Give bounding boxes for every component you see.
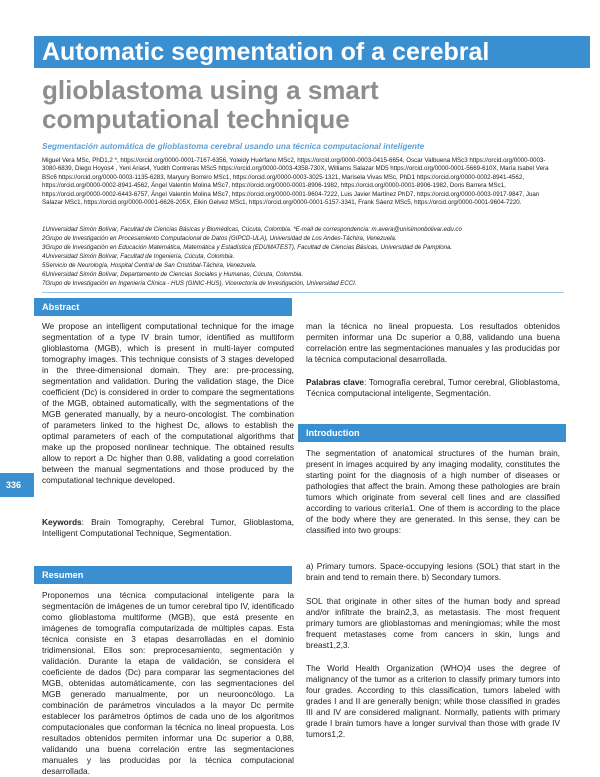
affiliations: [42, 225, 562, 288]
intro-paragraph-1: The segmentation of anatomical structures of the human brain, present in images acquired by any imaging modality, constitutes the starting point for the diagnosis of a high number of diseases or pathologies that affect the brain. Among these pathologies are brain tumors which originate from several cell lines and are classified according to various criteria1. One of them is according to the place of the body where they are generated. In this sense, they can be classified into two groups:: [306, 448, 560, 535]
resumen-heading-bar: [34, 566, 292, 584]
title-banner: [34, 36, 590, 68]
page-number: 336: [6, 480, 22, 490]
title-line-2: glioblastoma using a smart: [42, 75, 379, 105]
affiliation-5: 5Servicio de Neurología, Hospital Central de San Cristóbal-Táchira, Venezuela.: [42, 262, 257, 269]
affiliation-7: 7Grupo de Investigación en Ingeniería Clínica - HUS (GINIC-HUS), Vicerectoría de Investigación, Universidad ECCI.: [42, 280, 357, 287]
resumen-continued: [306, 321, 560, 365]
title-continued: [42, 76, 562, 134]
palabras-clave: [306, 377, 560, 399]
palabras-list: : Tomografía cerebral, Tumor cerebral, Glioblastoma, Técnica computacional inteligente, Segmentación.: [306, 377, 560, 398]
spanish-subtitle: Segmentación automática de glioblastoma cerebral usando una técnica computacional inteligente: [42, 142, 425, 151]
title-line-1: Automatic segmentation of a cerebral: [42, 38, 490, 66]
intro-heading: Introduction: [306, 428, 360, 438]
palabras-label: Palabras clave: [306, 377, 365, 387]
page-number-tab: [0, 473, 34, 497]
abstract-heading: Abstract: [42, 302, 80, 312]
resumen-end: man la técnica no lineal propuesta. Los resultados obtenidos permiten informar una Dc superior a 0,88, validando una buena correlación entre las segmentaciones manuales y las producidas por la técnica computacional desarrollada.: [306, 321, 560, 364]
abstract-heading-bar: [34, 298, 292, 316]
intro-paragraph-3: SOL that originate in other sites of the human body and spread and/or infiltrate the brain2,3, as metastasis. The most frequent primary tumors are glioblastomas and meningiomas; while the most frequent metastases come from cancers in skin, lungs and breast1,2,3.: [306, 596, 560, 650]
title-line-3: computational technique: [42, 104, 350, 134]
intro-heading-bar: [298, 424, 566, 442]
intro-paragraph-4: The World Health Organization (WHO)4 uses the degree of malignancy of the tumor as a criterion to classify primary tumors into four grades. According to this classification, tumors labeled with grades I and II are generally benign; while those classified in grades III and IV are considered malignant. Normally, patients with primary grade I brain tumors have a longer survival than those with grade IV tumors1,2.: [306, 663, 560, 739]
affiliation-2: 2Grupo de Investigación en Procesamiento Computacional de Datos (GIPCD-ULA), Universidad de Los Andes-Táchira, Venezuela.: [42, 235, 397, 242]
affiliation-6: 6Universidad Simón Bolívar, Departamento de Ciencias Sociales y Humanas, Cúcuta, Colombia.: [42, 271, 304, 278]
keywords-list: : Brain Tomography, Cerebral Tumor, Glioblastoma, Intelligent Computational Technique, Segmentation.: [42, 517, 294, 538]
affiliation-4: 4Universidad Simón Bolívar, Facultad de Ingeniería, Cúcuta, Colombia.: [42, 253, 235, 260]
intro-paragraph-2: a) Primary tumors. Space-occupying lesions (SOL) that start in the brain and tend to remain there. b) Secondary tumors.: [306, 561, 560, 582]
affiliation-3: 3Grupo de Investigación en Educación Matemática, Matemática y Estadística (EDUMATEST), Facultad de Ciencias Básicas, Universidad de Pamplona.: [42, 244, 453, 251]
keywords: [42, 517, 294, 539]
author-list: Miguel Vera MSc, PhD1,2 *, https://orcid.org/0000-0001-7167-6356, Yoleidy Huérfano MSc2, https://orcid.org/0000-0003-0415-6654, Oscar Valbuena MSc3 https://orcid.org/0000-0003-3080-6839, Diego Hoyos4 , Yeni Arias4, Yudith Contreras MSc5 https://orcid.org/0000-0003-4358-730X, Williams Salazar MD5 https://orcid.org/0000-0001-5669-610X, María Isabel Vera BSc6 https://orcid.org/0000-0003-1135-6283, Maryury Borrero MSc1, https://orcid.org/0000-0003-3025-1321, Marisela Vivas MSc, PhD1 https://orcid.org/0000-0002-8941-4562, https://orcid.org/0000-0002-8941-4562, Ángel Valentín Molina MSc7, https://orcid.org/0000-0001-8906-1982, https://orcid.org/0000-0001-8906-1982, Doris Barrera MSc1, https://orcid.org/0000-0002-6443-6757, Ángel Valentín Molina MSc7, https://orcid.org/0000-0001-9604-7222, Luis Javier Martínez PhD7, https://orcid.org/0000-0003-0917-9847, Juan Salazar MSc1, https://orcid.org/0000-0001-6626-205X, Elkin Gelvez MSc1, https://orcid.org/0000-0001-5157-3341, Frank Sáenz MSc5, https://orcid.org/0000-0001-9604-7220.: [42, 157, 549, 207]
section-divider: [42, 292, 564, 293]
keywords-label: Keywords: [42, 517, 82, 527]
resumen-heading: Resumen: [42, 570, 84, 580]
resumen-text: Proponemos una técnica computacional inteligente para la segmentación de imágenes de un tumor cerebral tipo IV, identificado como glioblastoma multiforme (MGB), que está presente en imágenes de tomografía computarizada de múltiples capas. Esta técnica consiste en 3 etapas desarrolladas en el dominio tridimensional. Ellos son: preprocesamiento, segmentación y validación. Durante la etapa de validación, se considera el coeficiente de dados (Dc) para comparar las segmentaciones del MGB, obtenidas automáticamente, con las segmentaciones del MGB generado manualmente, por un neurooncólogo. La combinación de parámetros vinculados a la mayor Dc permite establecer los parámetros óptimos de cada uno de los algoritmos computacionales que conforman la técnica no lineal propuesta. Los resultados obtenidos permiten informar una Dc superior a 0,88, validando una buena correlación entre las segmentaciones manuales y las producidas por la técnica computacional desarrollada.: [42, 590, 294, 776]
abstract-text: We propose an intelligent computational technique for the image segmentation of a type IV brain tumor, identified as multiform glioblastoma (MGB), which is present in multi-layer computed tomography images. This technique consists of 3 stages developed in the three-dimensional domain. They are: pre-processing, segmentation and validation. During the validation stage, the Dice coefficient (Dc) is considered in order to compare the segmentations of the MGB, obtained automatically, with the segmentations of the MGB generated manually, by a neuro-oncologist. The combination of parameters linked to the highest Dc, allows to establish the optimal parameters of each of the computational algorithms that make up the proposed nonlinear technique. The obtained results allow to report a Dc higher than 0.88, validating a good correlation between the manual segmentations and those produced by the computational technique developed.: [42, 321, 294, 485]
affiliation-1: 1Universidad Simón Bolívar, Facultad de Ciencias Básicas y Biomédicas, Cúcuta, Colombia. *E-mail de correspondencia: m.avera@unisimonbolivar.edu.co: [42, 226, 462, 233]
